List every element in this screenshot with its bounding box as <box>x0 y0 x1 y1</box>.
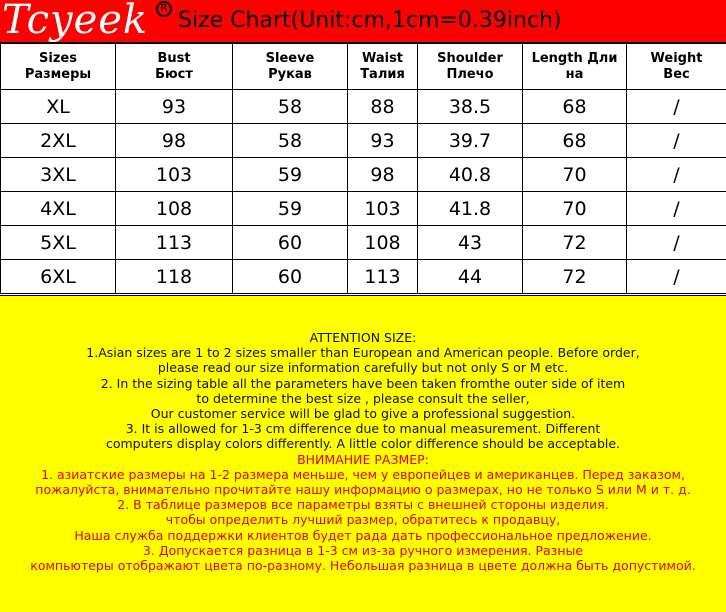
table-row <box>1 90 726 124</box>
registered-mark-icon: R <box>156 1 172 17</box>
table-cell: / <box>627 192 726 226</box>
column-header-sizes: Sizes Размеры <box>1 44 116 90</box>
table-cell: 70 <box>523 192 627 226</box>
column-header-length: Length Дли на <box>523 44 627 90</box>
notice-line-ru: пожалуйста, внимательно прочитайте нашу информацию о размерах, но не только S или M и т. д. <box>0 482 726 497</box>
table-cell: / <box>627 124 726 158</box>
table-cell: 58 <box>233 90 348 124</box>
table-cell: 88 <box>348 90 418 124</box>
notice-line-en: Our customer service will be glad to give a professional suggestion. <box>0 406 726 421</box>
column-header-weight: Weight Вес <box>627 44 726 90</box>
table-cell: 98 <box>116 124 233 158</box>
table-cell: 68 <box>523 90 627 124</box>
notice-text <box>0 330 726 573</box>
notice-line-en: 1.Asian sizes are 1 to 2 sizes smaller than European and American people. Before order, <box>0 345 726 360</box>
table-cell: 93 <box>348 124 418 158</box>
table-cell: 6XL <box>1 260 116 294</box>
table-cell: 39.7 <box>418 124 523 158</box>
notice-line-ru: 3. Допускается разница в 1-3 см из-за ручного измерения. Разные <box>0 543 726 558</box>
brand-logo: Tcyeek <box>2 0 148 42</box>
table-row <box>1 192 726 226</box>
table-cell: / <box>627 260 726 294</box>
notice-line-ru: 1. азиатские размеры на 1-2 размера меньше, чем у европейцев и американцев. Перед заказом, <box>0 467 726 482</box>
table-cell: 43 <box>418 226 523 260</box>
table-cell: 59 <box>233 192 348 226</box>
table-cell: 103 <box>116 158 233 192</box>
table-row <box>1 226 726 260</box>
notice-line-ru: ВНИМАНИЕ РАЗМЕР: <box>0 452 726 467</box>
table-cell: 59 <box>233 158 348 192</box>
table-cell: 41.8 <box>418 192 523 226</box>
table-cell: 38.5 <box>418 90 523 124</box>
chart-title: Size Chart(Unit:cm,1cm=0.39inch) <box>178 6 562 36</box>
notice-line-ru: 2. В таблице размеров все параметры взяты с внешней стороны изделия. <box>0 497 726 512</box>
notice-line-en: ATTENTION SIZE: <box>0 330 726 345</box>
table-cell: 118 <box>116 260 233 294</box>
table-header-row <box>1 44 726 90</box>
table-cell: 108 <box>116 192 233 226</box>
table-cell: 60 <box>233 226 348 260</box>
column-header-waist: Waist Талия <box>348 44 418 90</box>
notice-line-en: please read our size information carefully but not only S or M etc. <box>0 360 726 375</box>
table-cell: 58 <box>233 124 348 158</box>
table-cell: 93 <box>116 90 233 124</box>
header-bar <box>0 0 726 43</box>
table-cell: 2XL <box>1 124 116 158</box>
table-cell: / <box>627 226 726 260</box>
notice-line-ru: компьютеры отображают цвета по-разному. Небольшая разница в цвете должна быть допустимой. <box>0 558 726 573</box>
table-cell: 103 <box>348 192 418 226</box>
notice-line-en: computers display colors differently. A little color difference should be acceptable. <box>0 436 726 451</box>
table-cell: 3XL <box>1 158 116 192</box>
table-cell: / <box>627 158 726 192</box>
table-cell: 40.8 <box>418 158 523 192</box>
table-row <box>1 260 726 294</box>
notice-line-ru: чтобы определить лучший размер, обратитесь к продавцу, <box>0 512 726 527</box>
table-row <box>1 158 726 192</box>
table-row <box>1 124 726 158</box>
column-header-bust: Bust Бюст <box>116 44 233 90</box>
notice-line-en: 3. It is allowed for 1-3 cm difference due to manual measurement. Different <box>0 421 726 436</box>
size-table <box>0 43 726 294</box>
table-cell: 44 <box>418 260 523 294</box>
column-header-sleeve: Sleeve Рукав <box>233 44 348 90</box>
table-cell: 5XL <box>1 226 116 260</box>
column-header-shoulder: Shoulder Плечо <box>418 44 523 90</box>
notice-line-en: 2. In the sizing table all the parameters have been taken fromthe outer side of item <box>0 376 726 391</box>
table-cell: 72 <box>523 226 627 260</box>
notice-panel <box>0 295 726 612</box>
table-cell: 4XL <box>1 192 116 226</box>
table-cell: 98 <box>348 158 418 192</box>
notice-line-en: to determine the best size , please consult the seller, <box>0 391 726 406</box>
notice-line-ru: Наша служба поддержки клиентов будет рада дать профессиональное предложение. <box>0 528 726 543</box>
table-cell: 113 <box>116 226 233 260</box>
table-cell: XL <box>1 90 116 124</box>
table-cell: 108 <box>348 226 418 260</box>
table-cell: 113 <box>348 260 418 294</box>
table-cell: 70 <box>523 158 627 192</box>
table-cell: / <box>627 90 726 124</box>
table-cell: 72 <box>523 260 627 294</box>
table-cell: 68 <box>523 124 627 158</box>
table-cell: 60 <box>233 260 348 294</box>
